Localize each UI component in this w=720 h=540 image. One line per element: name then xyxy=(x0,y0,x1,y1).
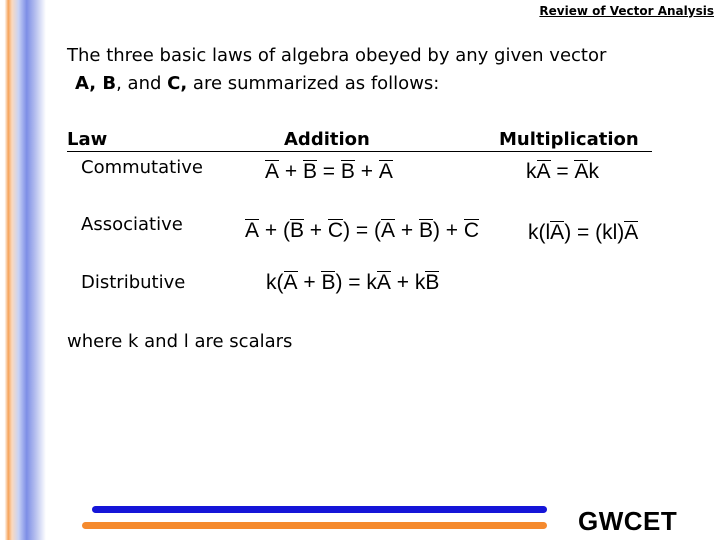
scalars-note: where k and l are scalars xyxy=(67,331,293,352)
page-title: Review of Vector Analysis xyxy=(539,4,714,18)
intro-text xyxy=(67,42,707,98)
commutative-addition-equation: A + B = B + A xyxy=(265,160,393,183)
header-law: Law xyxy=(67,129,108,150)
associative-addition-equation: A + (B + C) = (A + B) + C xyxy=(245,219,480,242)
footer-blue-bar xyxy=(92,506,547,513)
footer-orange-bar xyxy=(82,522,547,529)
intro-vectors-ab: A, B xyxy=(75,73,117,94)
commutative-multiplication-equation: kA = Ak xyxy=(526,160,599,183)
law-distributive: Distributive xyxy=(81,272,186,293)
header-addition: Addition xyxy=(284,129,370,150)
law-associative: Associative xyxy=(81,214,183,235)
intro-and: , and xyxy=(116,73,168,94)
gwcet-logo: GWCET xyxy=(578,506,678,536)
intro-line-1: The three basic laws of algebra obeyed by any given vector xyxy=(67,45,607,66)
header-underline xyxy=(67,151,652,152)
law-commutative: Commutative xyxy=(81,157,203,178)
left-gradient-bar xyxy=(0,0,46,540)
header-multiplication: Multiplication xyxy=(499,129,639,150)
intro-end: are summarized as follows: xyxy=(187,73,440,94)
intro-line-2 xyxy=(67,70,707,98)
distributive-addition-equation: k(A + B) = kA + kB xyxy=(266,271,440,294)
intro-vector-c: C, xyxy=(167,73,188,94)
associative-multiplication-equation: k(lA) = (kl)A xyxy=(528,221,639,244)
